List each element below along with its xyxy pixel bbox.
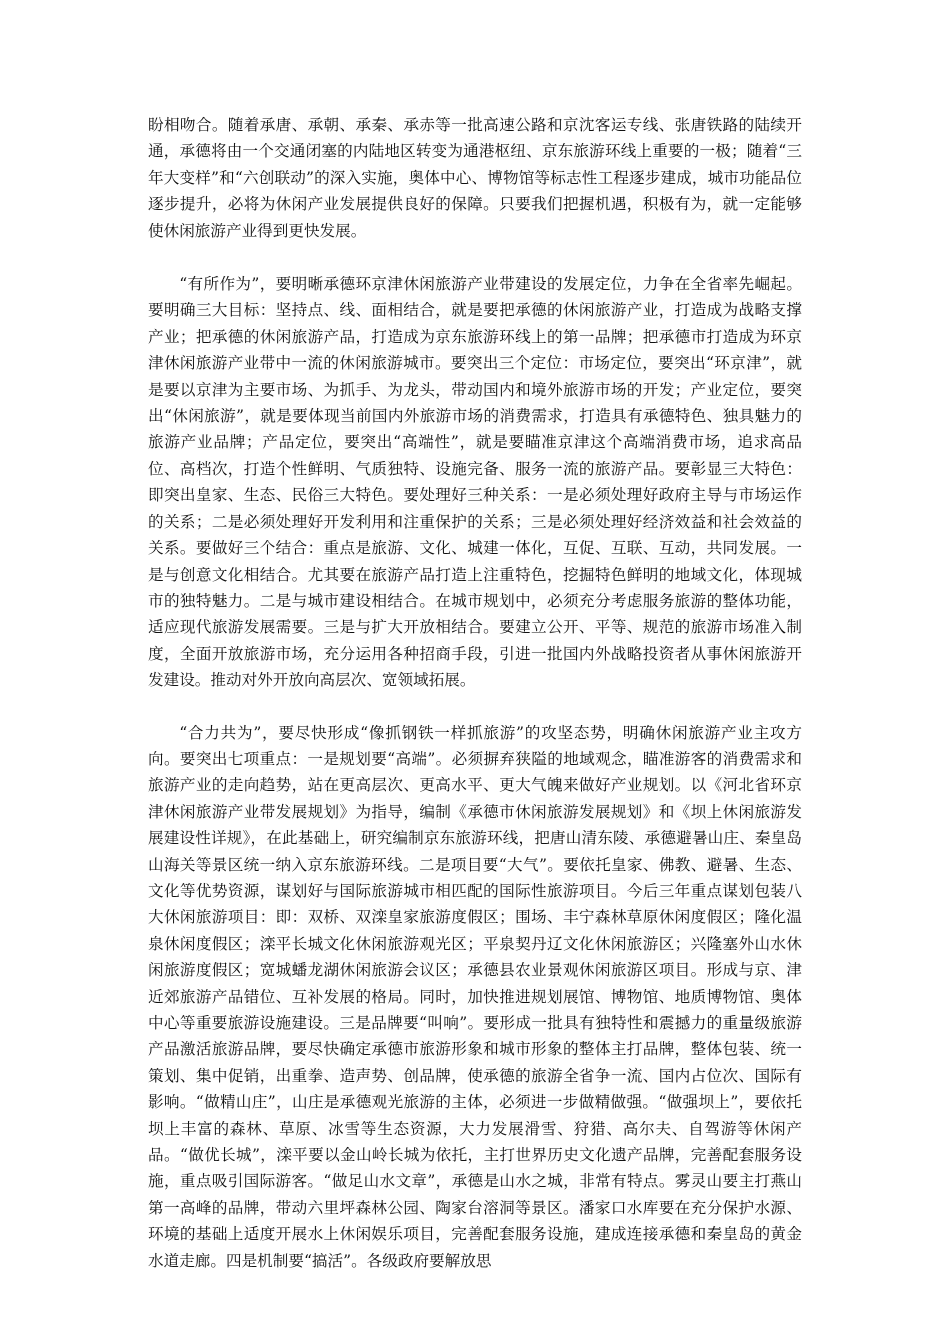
paragraph-continuation: 盼相吻合。随着承唐、承朝、承秦、承赤等一批高速公路和京沈客运专线、张唐铁路的陆续开通，承德将由一个交通闭塞的内陆地区转变为通港枢纽、京东旅游环线上重要的一极；随着“三年大变样”和“六创联动”的深入实施，奥体中心、博物馆等标志性工程逐步建成，城市功能品位逐步提升，必将为休闲产业发展提供良好的保障。只要我们把握机遇，积极有为，就一定能够使休闲旅游产业得到更快发展。: [148, 116, 802, 240]
document-page: [148, 112, 802, 1274]
paragraph-he-li-gong-wei: “合力共为”，要尽快形成“像抓钢铁一样抓旅游”的攻坚态势，明确休闲旅游产业主攻方向。要突出七项重点：一是规划要“高端”。必须摒弃狭隘的地域观念，瞄准游客的消费需求和旅游产业的走向趋势，站在更高层次、更高水平、更大气魄来做好产业规划。以《河北省环京津休闲旅游产业带发展规划》为指导，编制《承德市休闲旅游发展规划》和《坝上休闲旅游发展建设性详规》，在此基础上，研究编制京东旅游环线，把唐山清东陵、承德避暑山庄、秦皇岛山海关等景区统一纳入京东旅游环线。二是项目要“大气”。要依托皇家、佛教、避暑、生态、文化等优势资源，谋划好与国际旅游城市相匹配的国际性旅游项目。今后三年重点谋划包装八大休闲旅游项目：即：双桥、双滦皇家旅游度假区；围场、丰宁森林草原休闲度假区；隆化温泉休闲度假区；滦平长城文化休闲旅游观光区；平泉契丹辽文化休闲旅游区；兴隆塞外山水休闲旅游度假区；宽城蟠龙湖休闲旅游会议区；承德县农业景观休闲旅游区项目。形成与京、津近郊旅游产品错位、互补发展的格局。同时，加快推进规划展馆、博物馆、地质博物馆、奥体中心等重要旅游设施建设。三是品牌要“叫响”。要形成一批具有独特性和震撼力的重量级旅游产品激活旅游品牌，要尽快确定承德市旅游形象和城市形象的整体主打品牌，整体包装、统一策划、集中促销，出重拳、造声势、创品牌，使承德的旅游全省争一流、国内占位次、国际有影响。“做精山庄”，山庄是承德观光旅游的主体，必须进一步做精做强。“做强坝上”，要依托坝上丰富的森林、草原、冰雪等生态资源，大力发展滑雪、狩猎、高尔夫、自驾游等休闲产品。“做优长城”，滦平要以金山岭长城为依托，主打世界历史文化遗产品牌，完善配套服务设施，重点吸引国际游客。“做足山水文章”，承德是山水之城，非常有特点。雾灵山要主打燕山第一高峰的品牌，带动六里坪森林公园、陶家台溶洞等景区。潘家口水库要在充分保护水源、环境的基础上适度开展水上休闲娱乐项目，完善配套服务设施，建成连接承德和秦皇岛的黄金水道走廊。四是机制要“搞活”。各级政府要解放思: [148, 723, 802, 1270]
paragraph-you-suo-zuo-wei: “有所作为”，要明晰承德环京津休闲旅游产业带建设的发展定位，力争在全省率先崛起。要明确三大目标：坚持点、线、面相结合，就是要把承德的休闲旅游产业，打造成为战略支撑产业；把承德的休闲旅游产品，打造成为京东旅游环线上的第一品牌；把承德市打造成为环京津休闲旅游产业带中一流的休闲旅游城市。要突出三个定位：市场定位，要突出“环京津”，就是要以京津为主要市场、为抓手、为龙头，带动国内和境外旅游市场的开发；产业定位，要突出“休闲旅游”，就是要体现当前国内外旅游市场的消费需求，打造具有承德特色、独具魅力的旅游产业品牌；产品定位，要突出“高端性”，就是要瞄准京津这个高端消费市场，追求高品位、高档次，打造个性鲜明、气质独特、设施完备、服务一流的旅游产品。要彰显三大特色：即突出皇家、生态、民俗三大特色。要处理好三种关系：一是必须处理好政府主导与市场运作的关系；二是必须处理好开发利用和注重保护的关系；三是必须处理好经济效益和社会效益的关系。要做好三个结合：重点是旅游、文化、城建一体化，互促、互联、互动，共同发展。一是与创意文化相结合。尤其要在旅游产品打造上注重特色，挖掘特色鲜明的地域文化，体现城市的独特魅力。二是与城市建设相结合。在城市规划中，必须充分考虑服务旅游的整体功能，适应现代旅游发展需要。三是与扩大开放相结合。要建立公开、平等、规范的旅游市场准入制度，全面开放旅游市场，充分运用各种招商手段，引进一批国内外战略投资者从事休闲旅游开发建设。推动对外开放向高层次、宽领域拓展。: [148, 275, 802, 690]
